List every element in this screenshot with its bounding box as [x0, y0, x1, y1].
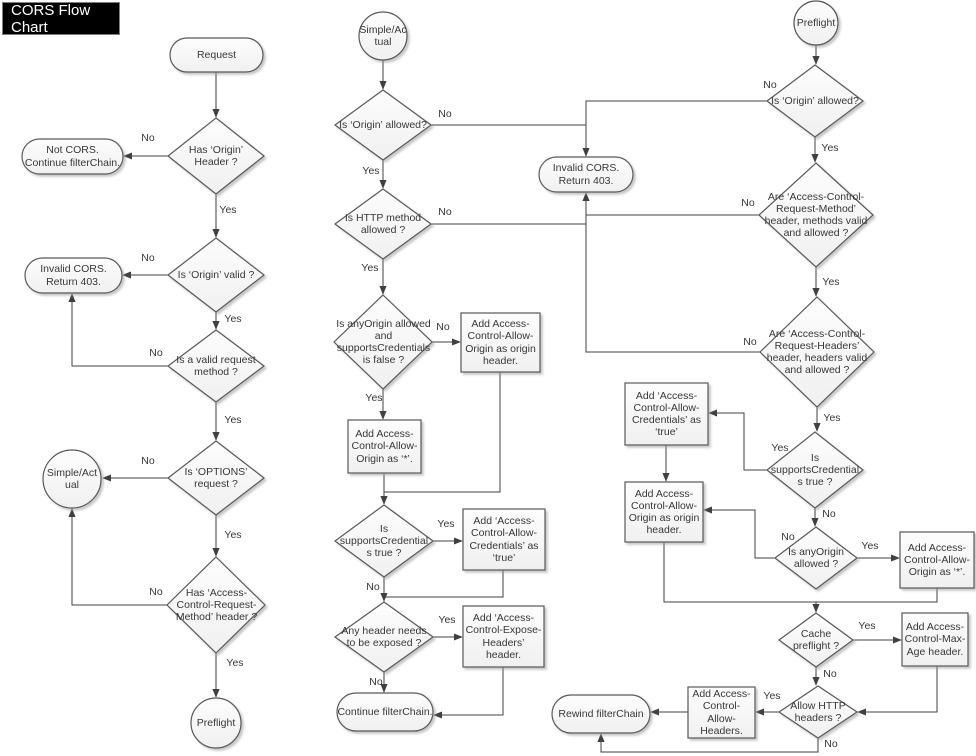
- node-add-acac-true-mid: Add ‘Access-Control-Allow-Credentials’ as ‘true’: [469, 515, 539, 564]
- edge-label-yes: Yes: [226, 657, 244, 669]
- node-is-anyorigin-supports-false: Is anyOrigin allowed and supportsCredentials is false ?: [336, 317, 431, 367]
- edge-label-yes: Yes: [362, 165, 380, 177]
- node-simple-actual-mid: Simple/Actual: [359, 23, 407, 48]
- node-add-acao-origin-mid: Add Access-Control-Allow-Origin as origin header.: [465, 318, 536, 367]
- edge-label-no: No: [741, 197, 755, 209]
- edge-label-yes: Yes: [822, 276, 840, 288]
- edge-acrh-valid-no: [586, 193, 760, 352]
- edge-label-no: No: [438, 108, 452, 120]
- edge-label-no: No: [149, 347, 163, 359]
- edge-label-yes: Yes: [438, 614, 456, 626]
- node-simple-actual-left: Simple/Actual: [46, 466, 98, 491]
- node-is-supports-cred-right: Is supportsCredentials true ?: [770, 451, 860, 489]
- edge-label-no: No: [141, 455, 155, 467]
- edge-label-yes: Yes: [437, 518, 455, 530]
- node-invalid-cors-center: Invalid CORS. Return 403.: [552, 162, 620, 187]
- node-valid-request-method: Is a valid request method ?: [176, 353, 256, 378]
- node-not-cors: Not CORS. Continue filterChain.: [24, 144, 121, 169]
- node-add-acao-star-right: Add Access-Control-Allow-Origin as ‘*’.: [904, 541, 970, 579]
- node-has-origin-header: Has ‘Origin’ Header ?: [188, 143, 244, 168]
- node-add-expose-headers: Add ‘Access-Control-Expose-Headers’ header.: [465, 612, 542, 661]
- edge-label-yes: Yes: [224, 414, 242, 426]
- edge-label-no: No: [436, 321, 450, 333]
- edge-label-no: No: [438, 206, 452, 218]
- edge-max-age-out: [858, 666, 937, 712]
- node-is-origin-valid: Is ‘Origin’ valid ?: [177, 268, 255, 281]
- node-allow-http-headers: Allow HTTP headers ?: [790, 699, 846, 724]
- node-preflight-right: Preflight: [796, 16, 836, 29]
- edge-label-no: No: [763, 79, 777, 91]
- node-is-options-request: Is ‘OPTIONS’ request ?: [184, 465, 248, 490]
- edge-label-yes: Yes: [219, 204, 237, 216]
- edge-label-yes: Yes: [861, 540, 879, 552]
- node-rewind-filterchain: Rewind filterChain: [558, 707, 644, 720]
- edge-label-no: No: [369, 676, 383, 688]
- node-add-max-age: Add Access-Control-Max-Age header.: [904, 621, 966, 658]
- node-preflight-left: Preflight: [196, 716, 236, 729]
- edge-label-no: No: [743, 336, 757, 348]
- node-request: Request: [196, 48, 237, 61]
- edge-label-no: No: [141, 252, 155, 264]
- edge-label-yes: Yes: [821, 142, 839, 154]
- edge-anyorigin-right-no: [704, 510, 775, 558]
- node-is-http-method-allowed: Is HTTP method allowed ?: [344, 211, 422, 236]
- edge-label-no: No: [366, 581, 380, 593]
- node-continue-filterchain: Continue filterChain.: [337, 705, 433, 718]
- node-add-acac-true-right: Add ‘Access-Control-Allow-Credentials’ as ‘true’: [631, 389, 702, 439]
- chart-title: CORS Flow Chart: [2, 2, 120, 35]
- node-is-origin-allowed-right: Is ‘Origin’ allowed?: [771, 94, 859, 107]
- edge-label-yes: Yes: [771, 442, 789, 454]
- node-any-header-exposed: Any header needs to be exposed ?: [341, 624, 427, 649]
- node-are-acrh-valid: Are ‘Access-Control-Request-Headers’ header, headers valid and allowed ?: [766, 327, 868, 377]
- edge-expose-headers-out: [434, 667, 503, 715]
- node-is-supports-cred-mid: Is supportsCredentials true ?: [339, 522, 429, 560]
- node-add-acao-origin-right: Add Access-Control-Allow-Origin as origin header.: [628, 487, 700, 537]
- edge-label-yes: Yes: [365, 392, 383, 404]
- edge-label-yes: Yes: [858, 620, 876, 632]
- node-invalid-cors-left: Invalid CORS. Return 403.: [40, 263, 107, 288]
- node-add-acao-star-mid: Add Access-Control-Allow-Origin as ‘*’.: [351, 428, 418, 465]
- edge-acao-star-right-out: [816, 588, 937, 602]
- node-is-origin-allowed-mid: Is ‘Origin’ allowed?: [339, 118, 427, 131]
- edge-origin-allowed-right-no: [586, 101, 767, 156]
- edge-label-yes: Yes: [823, 412, 841, 424]
- node-add-allow-headers: Add Access-Control-Allow-Headers.: [692, 688, 751, 737]
- edge-label-no: No: [824, 738, 838, 750]
- node-has-acrm-header: Has ‘Access-Control-Request-Method’ header ?: [175, 586, 258, 624]
- node-cache-preflight: Cache preflight ?: [792, 627, 840, 652]
- edge-supports-cred-right-yes: [709, 413, 767, 470]
- edge-label-no: No: [822, 508, 836, 520]
- edge-label-no: No: [149, 586, 163, 598]
- edge-label-yes: Yes: [361, 262, 379, 274]
- edge-label-yes: Yes: [224, 313, 242, 325]
- edge-label-no: No: [141, 132, 155, 144]
- edge-label-no: No: [823, 668, 837, 680]
- edge-label-yes: Yes: [763, 690, 781, 702]
- edge-label-no: No: [781, 531, 795, 543]
- node-is-anyorigin-allowed-right: Is anyOrigin allowed ?: [787, 545, 845, 570]
- edge-acac-true-mid-out: [384, 570, 503, 597]
- edge-label-yes: Yes: [224, 529, 242, 541]
- node-are-acrm-valid: Are ‘Access-Control-Request-Method’ header, methods valid and allowed ?: [764, 190, 868, 240]
